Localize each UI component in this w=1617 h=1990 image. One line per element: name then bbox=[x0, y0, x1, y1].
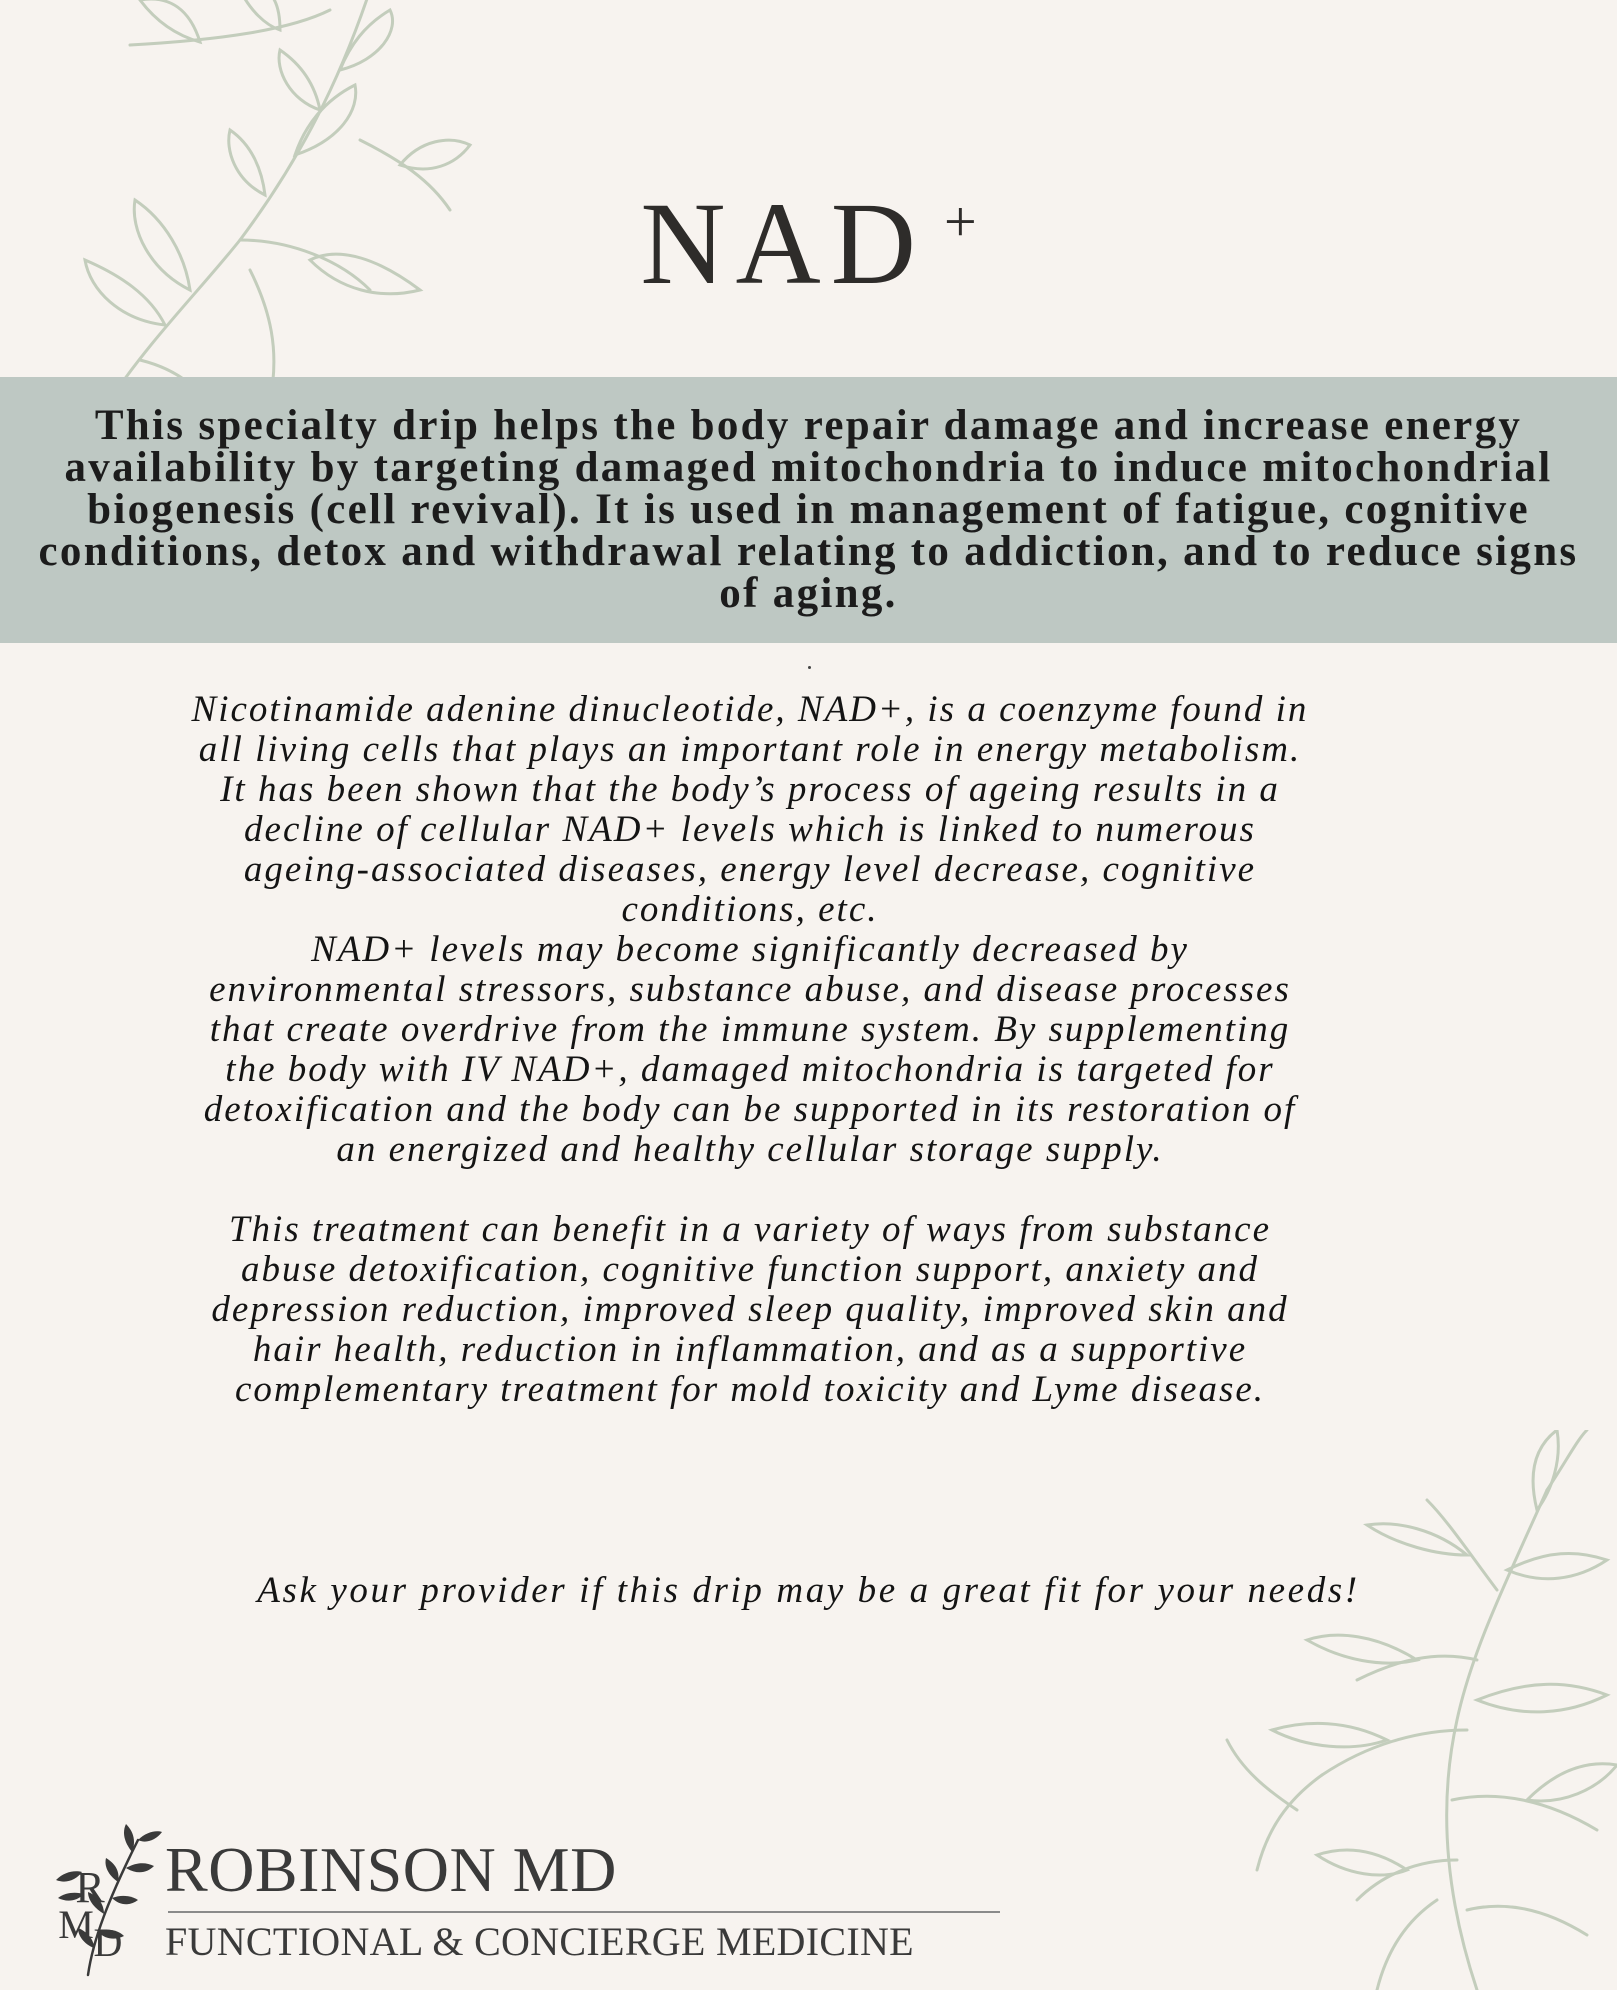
brand-divider bbox=[168, 1911, 1000, 1913]
title-text: NAD bbox=[640, 178, 926, 309]
title-plus-sign: + bbox=[943, 189, 977, 254]
summary-text: This specialty drip helps the body repair damage and increase energy availability by targeting damaged mitochondria to induce mitochondrial biogenesis (cell revival). It is used in management of fatigue, cognitive conditions, detox and withdrawal relating to addiction, and to reduce signs of aging. bbox=[38, 402, 1579, 617]
monogram-letter-m: M bbox=[58, 1902, 94, 1947]
brand-name: ROBINSON MD bbox=[165, 1834, 617, 1905]
call-to-action-text: Ask your provider if this drip may be a great fit for your needs! bbox=[257, 1570, 1360, 1611]
monogram-letter-d: D bbox=[93, 1920, 123, 1965]
monogram-letter-r: R bbox=[75, 1863, 105, 1912]
brand-tagline: FUNCTIONAL & CONCIERGE MEDICINE bbox=[165, 1919, 914, 1964]
summary-band bbox=[0, 377, 1617, 643]
leaf-branch-decoration-bottom bbox=[1147, 1430, 1617, 1990]
rmd-monogram-logo bbox=[28, 1820, 178, 1980]
page-title bbox=[0, 178, 1617, 309]
separator-dot bbox=[808, 666, 811, 669]
description-paragraph-3: This treatment can benefit in a variety of ways from substance abuse detoxification, cognitive function support, anxiety and depression reduction, improved sleep quality, improved skin and hair health, reduction in inflammation, and as a supportive complementary treatment for mold toxicity and Lyme disease. bbox=[211, 1209, 1289, 1410]
description-paragraph-2: NAD+ levels may become significantly decreased by environmental stressors, substance abuse, and disease processes that create overdrive from the immune system. By supplementing the body with IV NAD+, damaged mitochondria is targeted for detoxification and the body can be supported in its restoration of an energized and healthy cellular storage supply. bbox=[203, 929, 1297, 1170]
description-paragraph-1: Nicotinamide adenine dinucleotide, NAD+, is a coenzyme found in all living cells that plays an important role in energy metabolism. It has been shown that the body’s process of ageing results in a decline of cellular NAD+ levels which is linked to numerous ageing-associated diseases, energy level decrease, cognitive conditions, etc. bbox=[191, 689, 1309, 930]
